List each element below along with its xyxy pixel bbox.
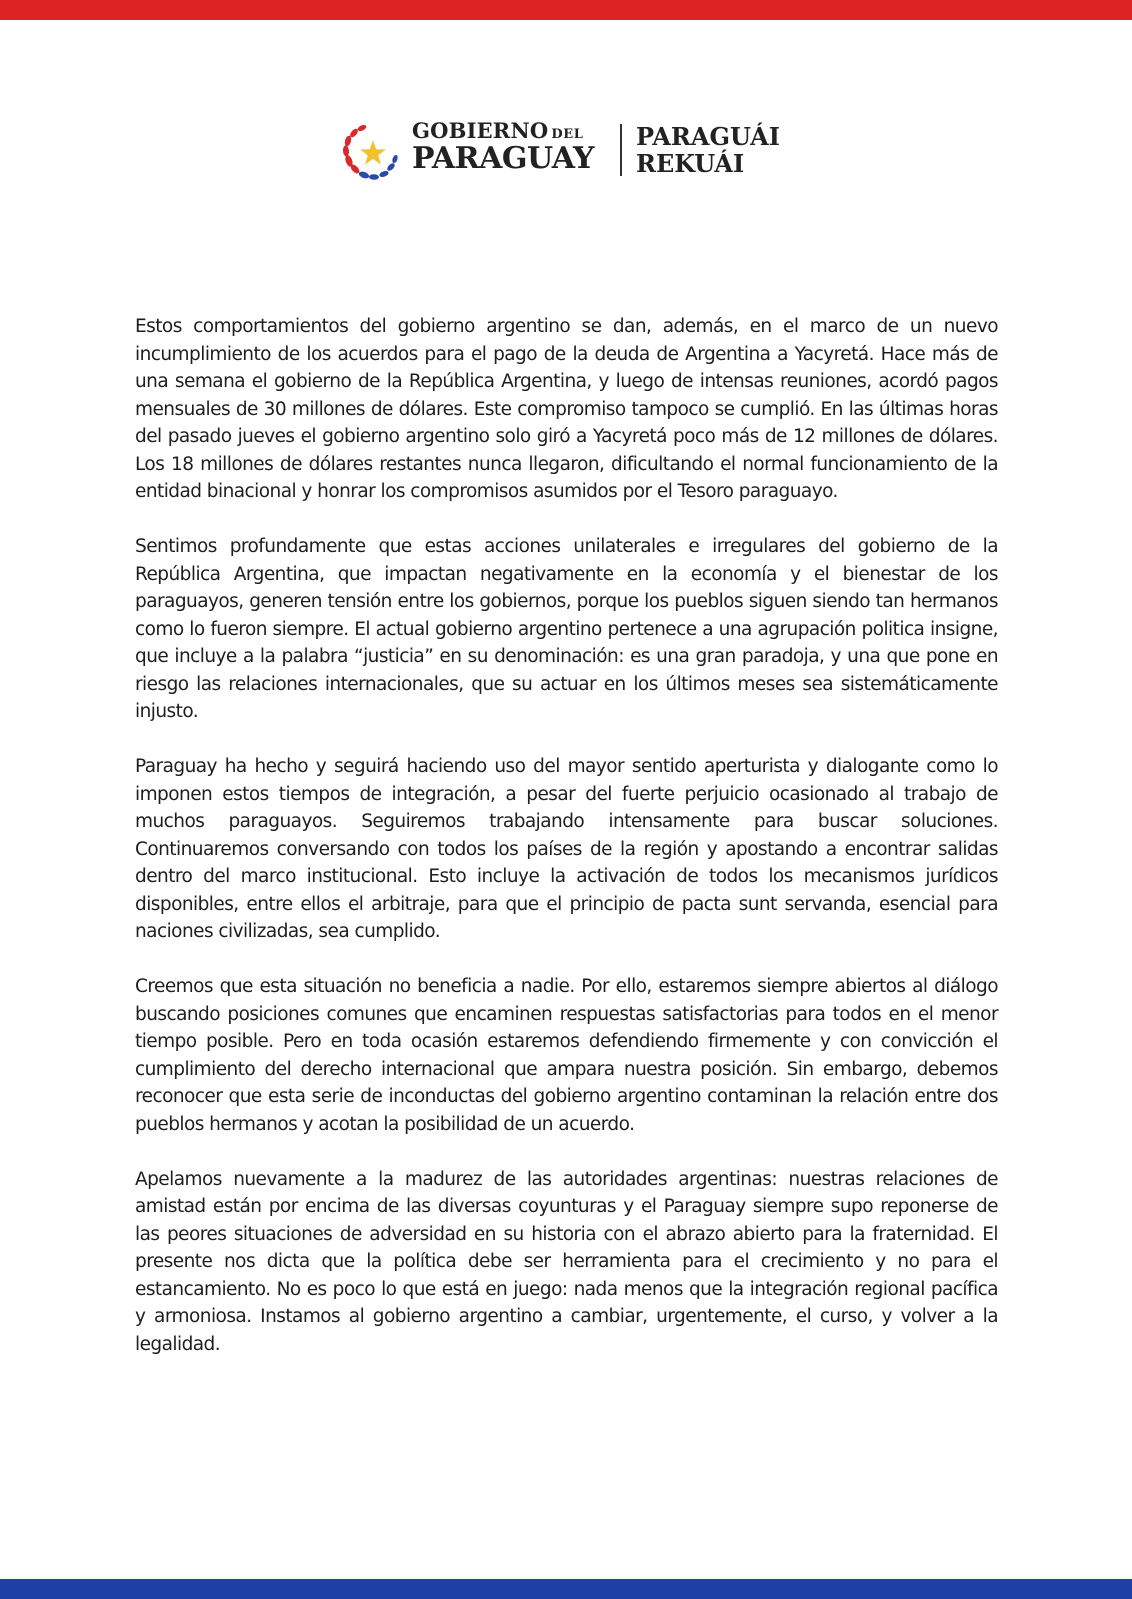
paragraph-3: Paraguay ha hecho y seguirá haciendo uso del mayor sentido aperturista y dialogante como lo imponen estos tiempos de integración, a pesar del fuerte perjuicio ocasionado al trabajo de muchos paraguayos. Seguiremos trabajando intensamente para buscar soluciones. Continuaremos conversando con todos los países de la región y apostando a encontrar salidas dentro del marco institucional. Esto incluye la activación de todos los mecanismos jurídicos disponibles, entre ellos el arbitraje, para que el principio de pacta sunt servanda, esencial para naciones civilizadas, sea cumplido.	[135, 756, 998, 942]
paragraph-4: Creemos que esta situación no beneficia a nadie. Por ello, estaremos siempre abiertos al diálogo buscando posiciones comunes que encaminen respuestas satisfactorias para todos en el menor tiempo posible. Pero en toda ocasión estaremos defendiendo firmemente y con convicción el cumplimiento del derecho internacional que ampara nuestra posición. Sin embargo, debemos reconocer que esta serie de inconductas del gobierno argentino contaminan la relación entre dos pueblos hermanos y acotan la posibilidad de un acuerdo.	[135, 976, 998, 1135]
government-name	[412, 120, 594, 174]
letterhead	[0, 118, 1132, 186]
gov-word-paraguay: PARAGUAY	[412, 141, 594, 176]
paragraph-5: Apelamos nuevamente a la madurez de las autoridades argentinas: nuestras relaciones de amistad están por encima de las diversas coyunturas y el Paraguay siempre supo reponerse de las peores situaciones de adversidad en su historia con el abrazo abierto para la fraternidad. El presente nos dicta que la política debe ser herramienta para el crecimiento y no para el estancamiento. No es poco lo que está en juego: nada menos que la integración regional pacífica y armoniosa. Instamos al gobierno argentino a cambiar, urgentemente, el curso, y volver a la legalidad.	[135, 1168, 998, 1355]
bottom-blue-bar	[0, 1579, 1132, 1599]
paraguay-star-laurel-icon	[340, 123, 402, 183]
red-laurel-branch	[343, 124, 368, 175]
letterhead-divider	[620, 124, 622, 176]
statement-body	[135, 313, 998, 1386]
motto-line-1: PARAGUÁI	[636, 122, 781, 151]
paragraph-1: Estos comportamientos del gobierno argentino se dan, además, en el marco de un nuevo incumplimiento de los acuerdos para el pago de la deuda de Argentina a Yacyretá. Hace más de una semana el gobierno de la República Argentina, y luego de intensas reuniones, acordó pagos mensuales de 30 millones de dólares. Este compromiso tampoco se cumplió. En las últimas horas del pasado jueves el gobierno argentino solo giró a Yacyretá poco más de 12 millones de dólares. Los 18 millones de dólares restantes nunca llegaron, dificultando el normal funcionamiento de la entidad binacional y honrar los compromisos asumidos por el Tesoro paraguayo.	[135, 316, 998, 502]
top-red-bar	[0, 0, 1132, 20]
motto	[636, 123, 780, 177]
yellow-star	[360, 140, 386, 165]
paragraph-2: Sentimos profundamente que estas acciones unilaterales e irregulares del gobierno de la República Argentina, que impactan negativamente en la economía y el bienestar de los paraguayos, generen tensión entre los gobiernos, porque los pueblos siguen siendo tan hermanos como lo fueron siempre. El actual gobierno argentino pertenece a una agrupación politica insigne, que incluye a la palabra “justicia” en su denominación: es una gran paradoja, y una que pone en riesgo las relaciones internacionales, que su actuar en los últimos meses sea sistemáticamente injusto.	[135, 536, 998, 722]
motto-line-2: REKUÁI	[636, 149, 745, 178]
gov-word-del: DEL	[551, 127, 584, 142]
gov-word-gobierno: GOBIERNO	[412, 118, 549, 143]
